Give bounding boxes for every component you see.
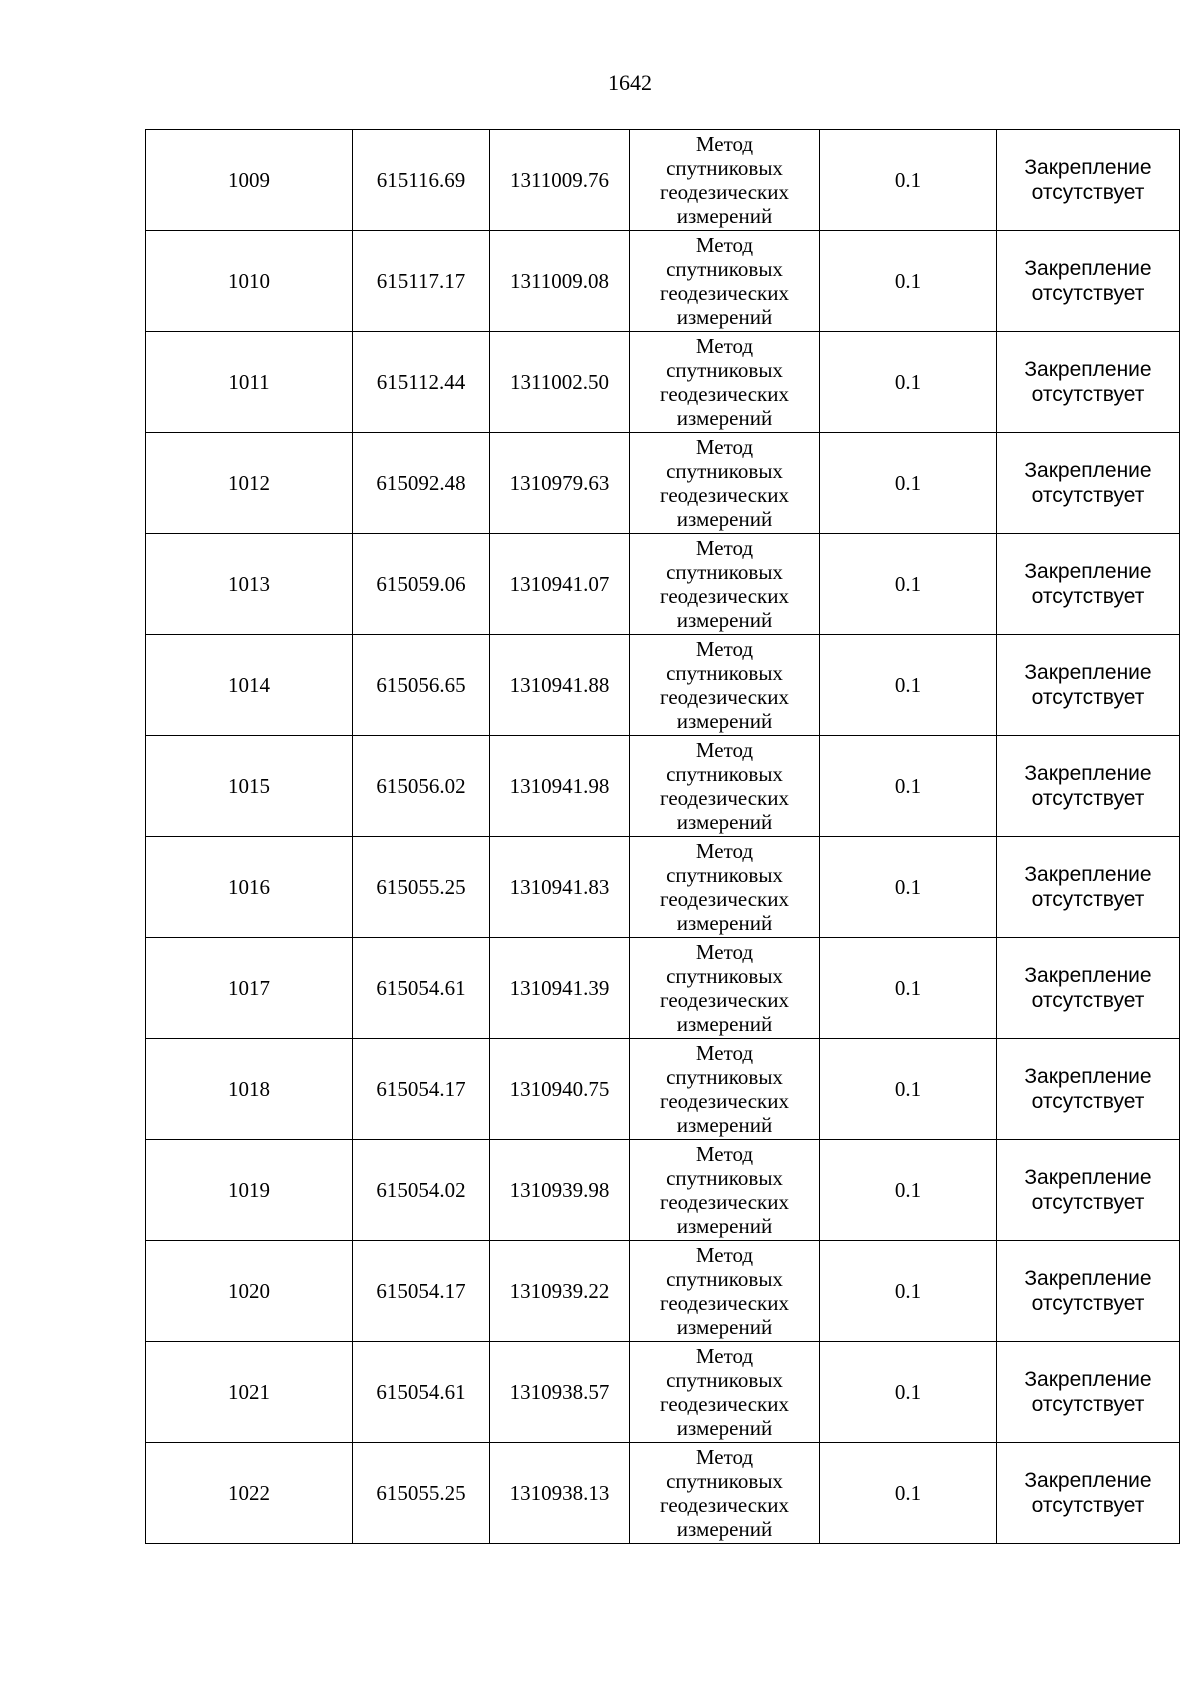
page-number: 1642 bbox=[608, 70, 652, 95]
fixing-line: отсутствует bbox=[1031, 787, 1145, 810]
fixing-line: отсутствует bbox=[1031, 1191, 1145, 1214]
method-cell bbox=[630, 938, 820, 1039]
method-cell bbox=[630, 635, 820, 736]
y-coordinate-cell: 1310941.07 bbox=[490, 534, 630, 635]
method-line: спутниковых bbox=[666, 156, 783, 180]
accuracy-cell: 0.1 bbox=[820, 433, 997, 534]
y-coordinate-cell: 1310939.22 bbox=[490, 1241, 630, 1342]
point-number-cell: 1011 bbox=[146, 332, 353, 433]
method-cell bbox=[630, 736, 820, 837]
table-body bbox=[146, 130, 1180, 1544]
accuracy-cell: 0.1 bbox=[820, 1342, 997, 1443]
method-line: Метод bbox=[695, 1445, 754, 1469]
table-row bbox=[146, 433, 1180, 534]
method-line: геодезических bbox=[659, 786, 789, 810]
method-cell bbox=[630, 1140, 820, 1241]
fixing-line: Закрепление bbox=[1024, 156, 1152, 179]
method-cell bbox=[630, 1241, 820, 1342]
table-row bbox=[146, 1443, 1180, 1544]
table-row bbox=[146, 332, 1180, 433]
table-row bbox=[146, 1039, 1180, 1140]
method-line: спутниковых bbox=[666, 661, 783, 685]
table-row bbox=[146, 534, 1180, 635]
fixing-line: отсутствует bbox=[1031, 1393, 1145, 1416]
method-line: измерений bbox=[676, 608, 773, 632]
method-line: измерений bbox=[676, 406, 773, 430]
method-cell bbox=[630, 1443, 820, 1544]
accuracy-cell: 0.1 bbox=[820, 635, 997, 736]
method-line: спутниковых bbox=[666, 1469, 783, 1493]
method-line: геодезических bbox=[659, 685, 789, 709]
method-line: спутниковых bbox=[666, 863, 783, 887]
accuracy-cell: 0.1 bbox=[820, 332, 997, 433]
fixing-cell bbox=[997, 1039, 1180, 1140]
method-line: спутниковых bbox=[666, 964, 783, 988]
method-line: геодезических bbox=[659, 887, 789, 911]
method-line: измерений bbox=[676, 1012, 773, 1036]
method-line: Метод bbox=[695, 435, 754, 459]
y-coordinate-cell: 1310938.57 bbox=[490, 1342, 630, 1443]
accuracy-cell: 0.1 bbox=[820, 938, 997, 1039]
table-row bbox=[146, 130, 1180, 231]
accuracy-cell: 0.1 bbox=[820, 231, 997, 332]
method-cell bbox=[630, 130, 820, 231]
method-cell bbox=[630, 837, 820, 938]
x-coordinate-cell: 615054.17 bbox=[353, 1039, 490, 1140]
y-coordinate-cell: 1311009.08 bbox=[490, 231, 630, 332]
point-number-cell: 1015 bbox=[146, 736, 353, 837]
fixing-cell bbox=[997, 938, 1180, 1039]
point-number-cell: 1010 bbox=[146, 231, 353, 332]
fixing-line: отсутствует bbox=[1031, 383, 1145, 406]
point-number-cell: 1014 bbox=[146, 635, 353, 736]
fixing-cell bbox=[997, 130, 1180, 231]
coordinates-table bbox=[145, 129, 1180, 1544]
method-cell bbox=[630, 332, 820, 433]
x-coordinate-cell: 615054.61 bbox=[353, 1342, 490, 1443]
method-line: спутниковых bbox=[666, 762, 783, 786]
fixing-line: Закрепление bbox=[1024, 964, 1152, 987]
method-line: геодезических bbox=[659, 1392, 789, 1416]
method-line: измерений bbox=[676, 1315, 773, 1339]
method-line: Метод bbox=[695, 1041, 754, 1065]
fixing-cell bbox=[997, 1443, 1180, 1544]
x-coordinate-cell: 615055.25 bbox=[353, 837, 490, 938]
x-coordinate-cell: 615054.61 bbox=[353, 938, 490, 1039]
fixing-line: отсутствует bbox=[1031, 484, 1145, 507]
fixing-line: отсутствует bbox=[1031, 1090, 1145, 1113]
fixing-line: Закрепление bbox=[1024, 358, 1152, 381]
point-number-cell: 1019 bbox=[146, 1140, 353, 1241]
fixing-cell bbox=[997, 433, 1180, 534]
y-coordinate-cell: 1311009.76 bbox=[490, 130, 630, 231]
fixing-line: отсутствует bbox=[1031, 888, 1145, 911]
y-coordinate-cell: 1310941.98 bbox=[490, 736, 630, 837]
fixing-cell bbox=[997, 1342, 1180, 1443]
point-number-cell: 1018 bbox=[146, 1039, 353, 1140]
x-coordinate-cell: 615092.48 bbox=[353, 433, 490, 534]
fixing-cell bbox=[997, 1241, 1180, 1342]
method-line: спутниковых bbox=[666, 1368, 783, 1392]
y-coordinate-cell: 1310939.98 bbox=[490, 1140, 630, 1241]
fixing-line: Закрепление bbox=[1024, 762, 1152, 785]
method-line: измерений bbox=[676, 204, 773, 228]
method-line: Метод bbox=[695, 132, 754, 156]
method-line: Метод bbox=[695, 1243, 754, 1267]
method-line: измерений bbox=[676, 507, 773, 531]
x-coordinate-cell: 615055.25 bbox=[353, 1443, 490, 1544]
x-coordinate-cell: 615116.69 bbox=[353, 130, 490, 231]
method-line: геодезических bbox=[659, 382, 789, 406]
method-line: Метод bbox=[695, 1142, 754, 1166]
y-coordinate-cell: 1311002.50 bbox=[490, 332, 630, 433]
fixing-line: отсутствует bbox=[1031, 585, 1145, 608]
accuracy-cell: 0.1 bbox=[820, 1039, 997, 1140]
accuracy-cell: 0.1 bbox=[820, 534, 997, 635]
point-number-cell: 1013 bbox=[146, 534, 353, 635]
fixing-cell bbox=[997, 231, 1180, 332]
method-line: геодезических bbox=[659, 483, 789, 507]
method-line: Метод bbox=[695, 1344, 754, 1368]
fixing-line: отсутствует bbox=[1031, 1292, 1145, 1315]
x-coordinate-cell: 615054.17 bbox=[353, 1241, 490, 1342]
table-row bbox=[146, 635, 1180, 736]
method-cell bbox=[630, 231, 820, 332]
fixing-cell bbox=[997, 635, 1180, 736]
method-line: измерений bbox=[676, 1416, 773, 1440]
x-coordinate-cell: 615056.65 bbox=[353, 635, 490, 736]
method-line: геодезических bbox=[659, 1089, 789, 1113]
fixing-line: Закрепление bbox=[1024, 1368, 1152, 1391]
method-line: измерений bbox=[676, 1113, 773, 1137]
method-line: спутниковых bbox=[666, 560, 783, 584]
fixing-cell bbox=[997, 837, 1180, 938]
y-coordinate-cell: 1310938.13 bbox=[490, 1443, 630, 1544]
method-line: Метод bbox=[695, 940, 754, 964]
point-number-cell: 1012 bbox=[146, 433, 353, 534]
y-coordinate-cell: 1310940.75 bbox=[490, 1039, 630, 1140]
fixing-line: Закрепление bbox=[1024, 1166, 1152, 1189]
method-line: измерений bbox=[676, 1517, 773, 1541]
accuracy-cell: 0.1 bbox=[820, 1140, 997, 1241]
fixing-line: Закрепление bbox=[1024, 1469, 1152, 1492]
accuracy-cell: 0.1 bbox=[820, 1443, 997, 1544]
fixing-line: Закрепление bbox=[1024, 661, 1152, 684]
fixing-line: отсутствует bbox=[1031, 686, 1145, 709]
x-coordinate-cell: 615112.44 bbox=[353, 332, 490, 433]
table-row bbox=[146, 1140, 1180, 1241]
method-line: измерений bbox=[676, 709, 773, 733]
table-row bbox=[146, 837, 1180, 938]
point-number-cell: 1017 bbox=[146, 938, 353, 1039]
x-coordinate-cell: 615059.06 bbox=[353, 534, 490, 635]
method-cell bbox=[630, 1342, 820, 1443]
table-row bbox=[146, 1342, 1180, 1443]
accuracy-cell: 0.1 bbox=[820, 837, 997, 938]
method-line: Метод bbox=[695, 233, 754, 257]
method-line: спутниковых bbox=[666, 1267, 783, 1291]
point-number-cell: 1021 bbox=[146, 1342, 353, 1443]
method-line: измерений bbox=[676, 810, 773, 834]
y-coordinate-cell: 1310941.39 bbox=[490, 938, 630, 1039]
point-number-cell: 1020 bbox=[146, 1241, 353, 1342]
method-line: Метод bbox=[695, 536, 754, 560]
method-line: измерений bbox=[676, 911, 773, 935]
y-coordinate-cell: 1310979.63 bbox=[490, 433, 630, 534]
x-coordinate-cell: 615117.17 bbox=[353, 231, 490, 332]
fixing-line: Закрепление bbox=[1024, 1267, 1152, 1290]
fixing-cell bbox=[997, 534, 1180, 635]
method-line: спутниковых bbox=[666, 358, 783, 382]
fixing-line: отсутствует bbox=[1031, 1494, 1145, 1517]
x-coordinate-cell: 615054.02 bbox=[353, 1140, 490, 1241]
accuracy-cell: 0.1 bbox=[820, 736, 997, 837]
fixing-line: отсутствует bbox=[1031, 989, 1145, 1012]
method-line: геодезических bbox=[659, 988, 789, 1012]
method-line: спутниковых bbox=[666, 1065, 783, 1089]
fixing-cell bbox=[997, 332, 1180, 433]
method-line: Метод bbox=[695, 334, 754, 358]
method-cell bbox=[630, 534, 820, 635]
x-coordinate-cell: 615056.02 bbox=[353, 736, 490, 837]
table-row bbox=[146, 938, 1180, 1039]
method-cell bbox=[630, 1039, 820, 1140]
method-line: геодезических bbox=[659, 584, 789, 608]
fixing-cell bbox=[997, 1140, 1180, 1241]
fixing-line: отсутствует bbox=[1031, 282, 1145, 305]
fixing-line: Закрепление bbox=[1024, 1065, 1152, 1088]
method-line: спутниковых bbox=[666, 257, 783, 281]
point-number-cell: 1009 bbox=[146, 130, 353, 231]
method-line: геодезических bbox=[659, 1291, 789, 1315]
table-row bbox=[146, 736, 1180, 837]
point-number-cell: 1022 bbox=[146, 1443, 353, 1544]
method-line: Метод bbox=[695, 839, 754, 863]
method-line: геодезических bbox=[659, 1493, 789, 1517]
fixing-line: Закрепление bbox=[1024, 459, 1152, 482]
method-line: геодезических bbox=[659, 180, 789, 204]
fixing-cell bbox=[997, 736, 1180, 837]
fixing-line: Закрепление bbox=[1024, 560, 1152, 583]
table-row bbox=[146, 1241, 1180, 1342]
method-cell bbox=[630, 433, 820, 534]
method-line: спутниковых bbox=[666, 1166, 783, 1190]
method-line: Метод bbox=[695, 637, 754, 661]
method-line: Метод bbox=[695, 738, 754, 762]
y-coordinate-cell: 1310941.83 bbox=[490, 837, 630, 938]
table-row bbox=[146, 231, 1180, 332]
point-number-cell: 1016 bbox=[146, 837, 353, 938]
method-line: геодезических bbox=[659, 1190, 789, 1214]
method-line: спутниковых bbox=[666, 459, 783, 483]
method-line: измерений bbox=[676, 1214, 773, 1238]
method-line: геодезических bbox=[659, 281, 789, 305]
accuracy-cell: 0.1 bbox=[820, 130, 997, 231]
y-coordinate-cell: 1310941.88 bbox=[490, 635, 630, 736]
method-line: измерений bbox=[676, 305, 773, 329]
fixing-line: Закрепление bbox=[1024, 257, 1152, 280]
accuracy-cell: 0.1 bbox=[820, 1241, 997, 1342]
fixing-line: Закрепление bbox=[1024, 863, 1152, 886]
fixing-line: отсутствует bbox=[1031, 181, 1145, 204]
